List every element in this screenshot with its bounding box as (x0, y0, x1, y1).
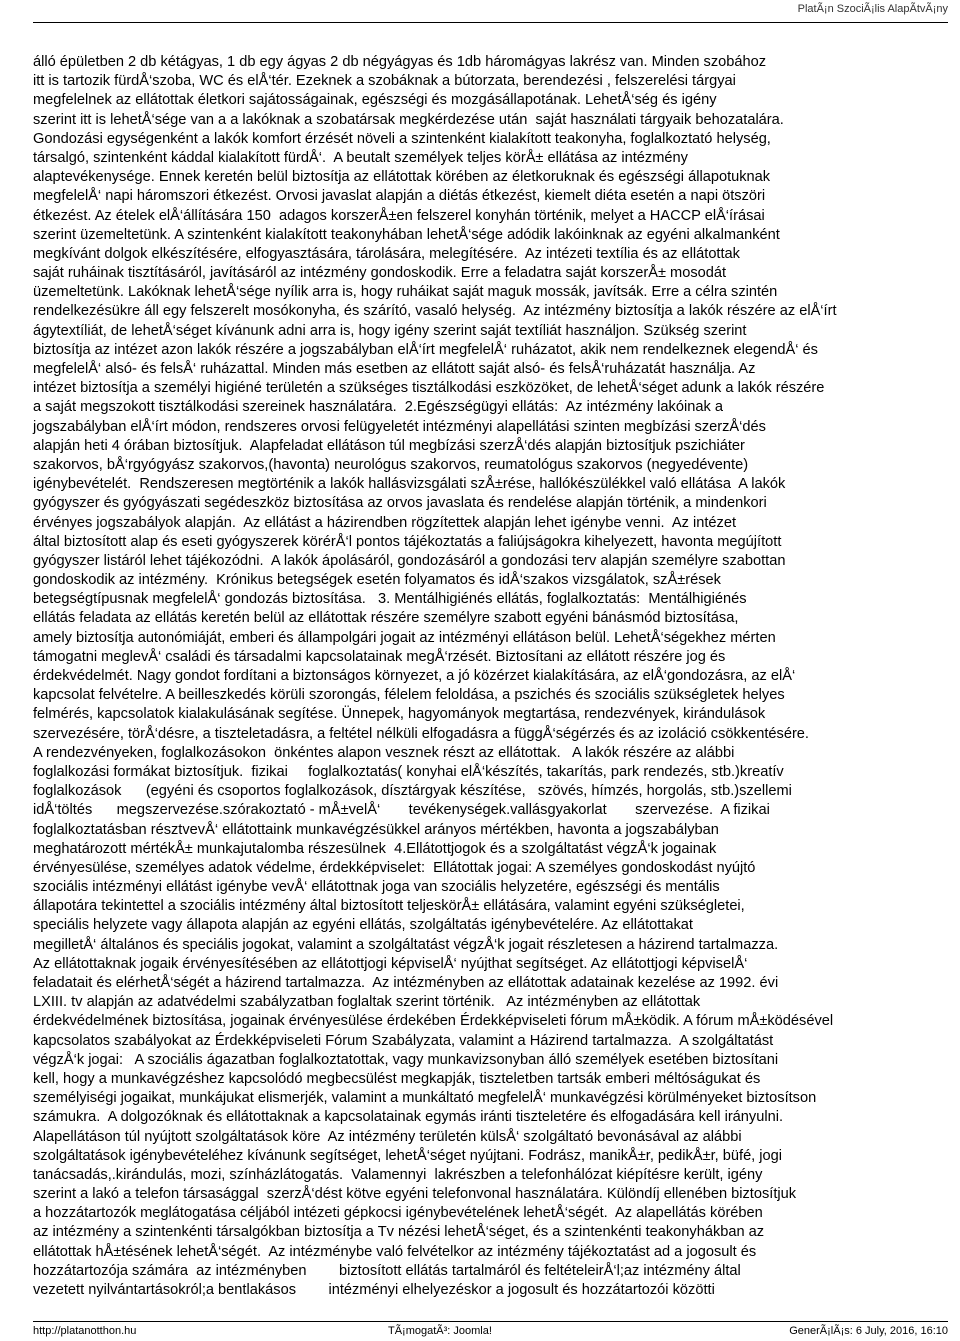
text-line: gyógyszer és gyógyászati segédeszköz biztosítása az orvos javaslata és rendelése alapján történik, a mindenkori (33, 494, 767, 512)
text-line: támogatni meglevÅ‘ családi és társadalmi kapcsolatainak megÅ‘rzését. Biztosítani az ellátott részére jog és (33, 647, 726, 665)
text-line: szociális intézményi ellátást igénybe vevÅ‘ ellátottnak joga van szociális helyzetére, egészségi és mentális (33, 878, 720, 896)
footer-generated-date: GenerÃ¡lÃ¡s: 6 July, 2016, 16:10 (789, 1325, 948, 1337)
text-line: ellátás feladata az ellátás keretén belül az ellátottak részére személyre szabott egyéni bánásmód biztosítása, (33, 609, 739, 627)
text-line: szerint itt is lehetÅ‘sége van a a lakóknak a szobatársak megkérdezése után saját használati tárgyaik behozatalára. (33, 110, 784, 128)
text-line: kapcsolatos szabályokat az Érdekképviseleti Fórum Szabályzata, valamint a Házirend tartalmazza. A szolgáltatást (33, 1031, 774, 1049)
text-line: megfelelÅ‘ alsó- és felsÅ‘ ruházattal. Minden más esetben az ellátott saját alsó- és felsÅ‘ruházatát használja. Az (33, 360, 756, 377)
text-line: érvényes jogszabályok alapján. Az ellátást a házirendben rögzítettek alapján lehet igénybe venni. Az intézet (33, 513, 737, 531)
text-line: amely biztosítja autonómiáját, emberi és állampolgári jogait az intézményi ellátáson belül. LehetÅ‘ségekhez mérten (33, 628, 776, 646)
site-title: PlatÃ¡n SzociÃ¡lis AlapÃtvÃ¡ny (797, 3, 948, 15)
text-line: kell, hogy a munkavégzéshez kapcsolódó megbecsülést megkapják, tiszteletben tartsák emberi méltóságukat és (33, 1069, 761, 1087)
text-line: igénybevételét. Rendszeresen megtörténik a lakók hallásvizsgálati szÅ±rése, hallókészülékkel való ellátása A lakók (33, 475, 786, 493)
text-line: alapján heti 4 órában biztosítjuk. Alapfeladat ellátáson túl megbízási szerzÅ‘dés alapján biztosítjuk pszichiáter (33, 436, 745, 454)
text-line: intézet biztosítja a személyi higiéné területén a szükséges tisztálkodási eszközöket, de lehetÅ‘séget adunk a lakók részére (33, 379, 825, 397)
text-line: állapotára tekintettel a szociális intézmény által biztosított teljeskörÅ± ellátására, valamint egyéni szükségletei, (33, 897, 745, 915)
page-footer (33, 1325, 948, 1339)
text-line: személyiségi jogaikat, munkájukat elismerjék, valamint a munkáltató megfelelÅ‘ munkavégzési körülményeket biztosítson (33, 1089, 817, 1107)
text-line: Az ellátottaknak jogaik érvényesítésében az ellátottjogi képviselÅ‘ nyújthat segítséget. Az ellátottjogi képviselÅ‘ (33, 954, 748, 972)
text-line: érvényesülése, személyes adatok védelme, érdekképviselet: Ellátottak jogai: A személyes gondoskodást nyújtó (33, 858, 756, 876)
text-line: tanácsadás,.kirándulás, mozi, színházlátogatás. Valamennyi lakrészben a telefonhálózat kiépítésre került, igény (33, 1165, 763, 1183)
text-line: foglalkozások (egyéni és csoportos foglalkozások, dísztárgyak készítése, szövés, hímzés, horgolás, stb.)szellemi (33, 782, 792, 800)
text-line: szolgáltatások igénybevételéhez kívánunk segítséget, lehetÅ‘séget nyújtani. Fodrász, manikÅ±r, pedikÅ±r, büfé, jogi (33, 1146, 783, 1164)
text-line: a hozzátartozók meglátogatása céljából intézeti gépkocsi igénybevételének lehetÅ‘ségét. Az alapellátás körében (33, 1204, 763, 1222)
text-line: ellátottak hÅ±tésének lehetÅ‘ségét. Az intézménybe való felvételkor az intézmény tájékoztatást ad a jogosult és (33, 1242, 757, 1260)
footer-divider (33, 1321, 948, 1322)
text-line: érdekvédelmének biztosítása, jogainak érvényesülése érdekében Érdekképviseleti fórum mÅ±ködik. A fórum mÅ±ködésével (33, 1012, 834, 1030)
text-line: saját ruháinak tisztításáról, javításáról az intézmény gondoskodik. Erre a feladatra saját korszerÅ± mosodát (33, 264, 727, 282)
text-line: Alapellátáson túl nyújtott szolgáltatások köre Az intézmény területén külsÅ‘ szolgáltató bevonásával az alábbi (33, 1127, 742, 1145)
text-line: ágytextíliát, de lehetÅ‘séget kívánunk adni arra is, hogy igény szerint saját textíliát használjon. Szükség szerint (33, 321, 747, 339)
text-line: megkívánt dolgok elkészítésére, elfogyasztására, tárolására, melegítésére. Az intézeti textília és az ellátottak (33, 244, 740, 262)
text-line: foglalkoztatásban résztvevÅ‘ ellátottaink munkavégzésükkel arányos mértékben, havonta a jogszabályban (33, 820, 719, 838)
text-line: hozzátartozója számára az intézményben biztosított ellátás tartalmáról és feltételeirÅ‘l;az intézmény által (33, 1261, 741, 1279)
text-line: megfelelnek az ellátottak életkori sajátosságainak, egészségi és mozgásállapotának. LehetÅ‘ség és igény (33, 91, 717, 109)
text-line: speciális helyzete vagy állapota alapján az egyéni ellátás, szolgáltatás igénybevételére. Az ellátottakat (33, 916, 693, 934)
text-line: vezetett nyilvántartásokról;a bentlakásos intézményi elhelyezéskor a jogosult és hozzátartozói közötti (33, 1281, 715, 1298)
text-line: szervezésére, törÅ‘désre, a tiszteletadásra, a feltétel nélküli elfogadásra a függÅ‘ségérzés és az izoláció csökkentésére. (33, 724, 809, 742)
text-line: gyógyszer listáról lehet tájékozódni. A lakók ápolásáról, gondozásáról a gondozási terv alapján személyre szabottan (33, 551, 786, 569)
text-line: A rendezvényeken, foglalkozásokon önkéntes alapon vesznek részt az ellátottak. A lakók részére az alábbi (33, 743, 735, 761)
footer-url-link[interactable]: http://platanotthon.hu (33, 1325, 137, 1337)
text-line: számukra. A dolgozóknak és ellátottaknak a kapcsolatainak egymás iránti tiszteletére és elfogadására kell irányulni. (33, 1108, 784, 1126)
text-line: itt is tartozik fürdÅ‘szoba, WC és elÅ‘tér. Ezeknek a szobáknak a bútorzata, berendezési , felszerelési tárgyai (33, 72, 736, 90)
text-line: foglalkozási formákat biztosítjuk. fizikai foglalkoztatás( konyhai elÅ‘készítés, takarítás, park rendezés, stb.)kreatív (33, 762, 784, 780)
text-line: az intézmény a szintenkénti társalgókban biztosítja a Tv nézési lehetÅ‘séget, és a szintenkénti teakonyhákban az (33, 1223, 765, 1241)
text-line: álló épületben 2 db kétágyas, 1 db egy ágyas 2 db négyágyas és 1db háromágyas lakrész van. Minden szobához (33, 53, 767, 70)
page-header (0, 3, 948, 15)
text-line: érdekvédelmét. Nagy gondot fordítani a biztonságos környezet, a jó közérzet kialakítására, az elÅ‘gondozásra, az elÅ‘ (33, 667, 796, 684)
text-line: megfelelÅ‘ napi háromszori étkezést. Orvosi javaslat alapján a diétás étkezést, kiemelt diéta esetén a napi ötszöri (33, 187, 766, 205)
header-divider (33, 22, 948, 23)
text-line: biztosítja az intézet azon lakók részére a jogszabályban elÅ‘írt megfelelÅ‘ ruházatot, akik nem rendelkeznek elegendÅ‘ és (33, 340, 818, 358)
text-line: alaptevékenysége. Ennek keretén belül biztosítja az ellátottak körében az életkoruknak és egészségi állapotuknak (33, 168, 771, 186)
text-line: Gondozási egységenként a lakók komfort érzését növeli a szintenként kialakított teakonyha, foglalkoztató helység, (33, 129, 771, 147)
document-body (33, 52, 960, 1299)
text-line: gondoskodik az intézmény. Krónikus betegségek esetén folyamatos és idÅ‘szakos vizsgálatok, szÅ±rések (33, 571, 721, 589)
text-line: felmérés, kapcsolatok kialakulásának segítése. Ünnepek, hagyományok megtartása, rendezvények, kirándulások (33, 705, 766, 723)
text-line: végzÅ‘k jogai: A szociális ágazatban foglalkoztatottak, vagy munkavizsonyban álló személyek esetében biztosítani (33, 1050, 779, 1068)
text-line: meghatározott mértékÅ± munkajutalomba részesülnek 4.Ellátottjogok és a szolgáltatást végzÅ‘k jogainak (33, 839, 717, 857)
text-line: rendelkezésükre áll egy felszerelt mosókonyha, és szárító, vasaló helység. Az intézmény biztosítja a lakók részére az elÅ‘írt (33, 302, 837, 320)
text-line: a saját megszokott tisztálkodási szereinek használatára. 2.Egészségügyi ellátás: Az intézmény lakóinak a (33, 398, 723, 416)
text-line: szerint üzemeltetünk. A szintenként kialakított teakonyhában lehetÅ‘sége adódik lakóinknak az egyéni alkalmanként (33, 225, 780, 243)
text-line: megilletÅ‘ általános és speciális jogokat, valamint a szolgáltatást végzÅ‘k jogait részletesen a házirend tartalmazza. (33, 935, 779, 953)
text-line: feladatait és elérhetÅ‘ségét a házirend tartalmazza. Az intézményben az ellátottak adatainak kezelése az 1992. évi (33, 974, 779, 991)
text-line: jogszabályban elÅ‘írt módon, rendszeres orvosi felügyeletét intézményi alapellátási szinten megbízási szerzÅ‘dés (33, 417, 766, 435)
text-line: társalgó, szintenként káddal kialakított fürdÅ‘. A beutalt személyek teljes körÅ± ellátása az intézmény (33, 148, 688, 166)
text-line: LXIII. tv alapján az adatvédelmi szabályzatban foglaltak szerint történik. Az intézményben az ellátottak (33, 993, 701, 1011)
text-line: üzemeltetünk. Lakóknak lehetÅ‘sége nyílik arra is, hogy ruháikat saját maguk mossák, javítsák. Erre a célra szintén (33, 283, 778, 301)
text-line: étkezést. Az ételek elÅ‘állítására 150 adagos korszerÅ±en felszerel konyhán történik, melyet a HACCP elÅ‘írásai (33, 206, 765, 224)
text-line: betegségtípusnak megfelelÅ‘ gondozás biztosítása. 3. Mentálhigiénés ellátás, foglalkoztatás: Mentálhigiénés (33, 590, 747, 608)
text-line: szerint a lakó a telefon társasággal szerzÅ‘dést kötve egyéni telefonvonal használatára. Különdíj ellenében biztosítjuk (33, 1185, 797, 1203)
footer-powered-by: TÃ¡mogatÃ³: Joomla! (388, 1325, 492, 1337)
text-line: idÅ‘töltés megszervezése.szórakoztató - mÅ±velÅ‘ tevékenységek.vallásgyakorlat szervezése. A fizikai (33, 801, 770, 819)
text-line: kapcsolat felvételre. A beilleszkedés körüli szorongás, félelem feloldása, a pszichés és szociális szükségletek helyes (33, 686, 785, 704)
text-line: által biztosított alap és eseti gyógyszerek körérÅ‘l pontos tájékoztatás a faliújságokra kihelyezett, havonta megújított (33, 532, 782, 550)
text-line: szakorvos, bÅ‘rgyógyász szakorvos,(havonta) neurológus szakorvos, reumatológus szakorvos (negyedévente) (33, 455, 749, 473)
